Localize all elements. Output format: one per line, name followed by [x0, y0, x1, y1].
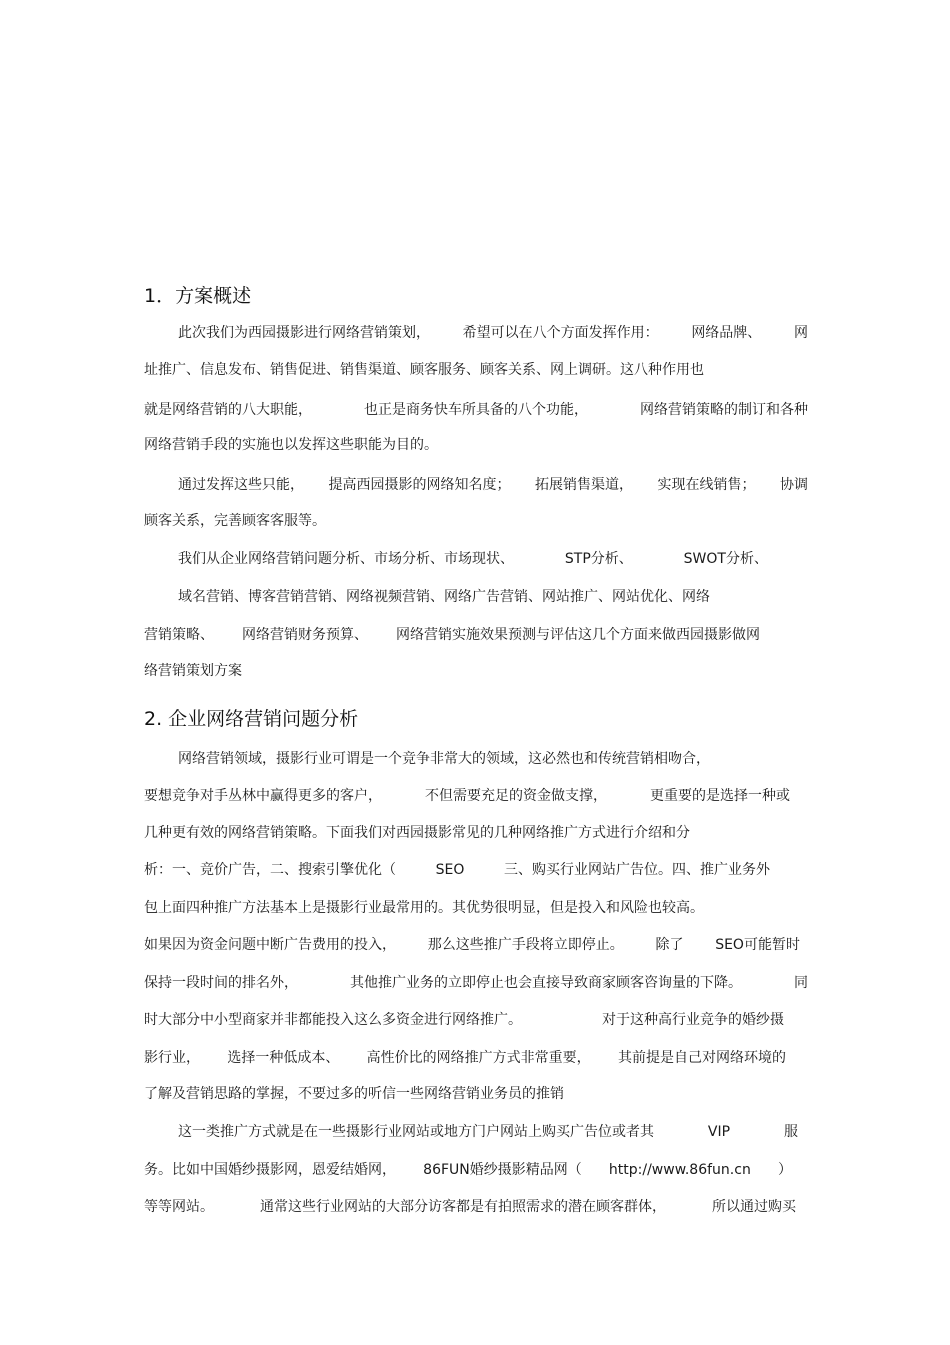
paragraph-line: 此次我们为西园摄影进行网络营销策划， 希望可以在八个方面发挥作用： 网络品牌、 网 — [178, 325, 808, 341]
paragraph-line: 址推广、信息发布、销售促进、销售渠道、顾客服务、顾客关系、网上调研。这八种作用也 — [144, 362, 704, 378]
section-heading-2: 2. 企业网络营销问题分析 — [144, 708, 359, 730]
paragraph-line: 域名营销、博客营销营销、网络视频营销、网络广告营销、网站推广、网站优化、网络 — [178, 589, 710, 605]
paragraph-line: 析：一、竞价广告，二、搜索引擎优化（ SEO 三、购买行业网站广告位。四、推广业务外 — [144, 862, 770, 878]
paragraph-line: 顾客关系，完善顾客客服等。 — [144, 513, 326, 529]
paragraph-line: 保持一段时间的排名外， 其他推广业务的立即停止也会直接导致商家顾客咨询量的下降。 同 — [144, 975, 808, 991]
paragraph-line: 络营销策划方案 — [144, 663, 242, 679]
paragraph-line: 时大部分中小型商家并非都能投入这么多资金进行网络推广。 对于这种高行业竞争的婚纱摄 — [144, 1012, 784, 1028]
paragraph-line: 营销策略、 网络营销财务预算、 网络营销实施效果预测与评估这几个方面来做西园摄影做网 — [144, 627, 760, 643]
paragraph-line: 等等网站。 通常这些行业网站的大部分访客都是有拍照需求的潜在顾客群体， 所以通过购买 — [144, 1199, 796, 1215]
paragraph-line: 我们从企业网络营销问题分析、市场分析、市场现状、 STP分析、 SWOT分析、 — [178, 551, 768, 567]
paragraph-line: 通过发挥这些只能， 提高西园摄影的网络知名度； 拓展销售渠道， 实现在线销售； 协调 — [178, 477, 808, 493]
paragraph-line: 网络营销手段的实施也以发挥这些职能为目的。 — [144, 437, 438, 453]
paragraph-line: 要想竞争对手丛林中赢得更多的客户， 不但需要充足的资金做支撑， 更重要的是选择一种或 — [144, 788, 790, 804]
paragraph-line: 网络营销领域，摄影行业可谓是一个竞争非常大的领域，这必然也和传统营销相吻合， — [178, 751, 710, 767]
section-heading-1: 1．方案概述 — [144, 285, 252, 307]
paragraph-line: 包上面四种推广方法基本上是摄影行业最常用的。其优势很明显，但是投入和风险也较高。 — [144, 900, 704, 916]
paragraph-line: 如果因为资金问题中断广告费用的投入， 那么这些推广手段将立即停止。 除了 SEO可能暂时 — [144, 937, 800, 953]
paragraph-line: 这一类推广方式就是在一些摄影行业网站或地方门户网站上购买广告位或者其 VIP 服 — [178, 1124, 798, 1140]
paragraph-line: 了解及营销思路的掌握，不要过多的听信一些网络营销业务员的推销 — [144, 1086, 564, 1102]
paragraph-line: 影行业， 选择一种低成本、 高性价比的网络推广方式非常重要， 其前提是自己对网络环境的 — [144, 1050, 786, 1066]
paragraph-line: 几种更有效的网络营销策略。下面我们对西园摄影常见的几种网络推广方式进行介绍和分 — [144, 825, 690, 841]
paragraph-line: 就是网络营销的八大职能， 也正是商务快车所具备的八个功能， 网络营销策略的制订和各种 — [144, 402, 808, 418]
paragraph-line: 务。比如中国婚纱摄影网，恩爱结婚网， 86FUN婚纱摄影精品网（ http://www.86fun.cn ） — [144, 1162, 792, 1178]
